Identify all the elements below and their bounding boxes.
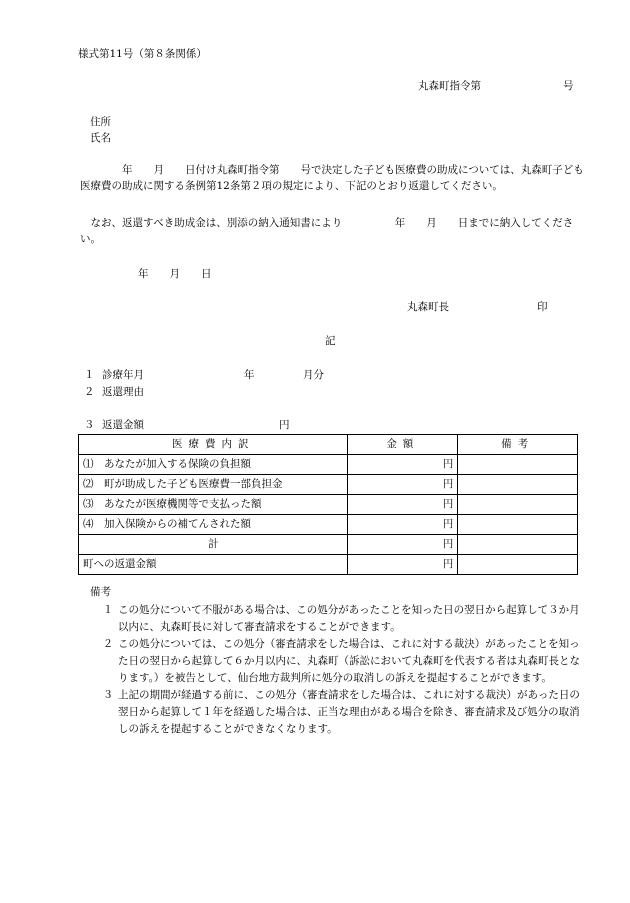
refund-amount: 円 xyxy=(348,555,458,575)
date-line: 年 月 日 xyxy=(138,268,212,280)
table-header-row xyxy=(79,435,578,455)
address-label: 住所 xyxy=(90,116,111,128)
note-number: ３ xyxy=(102,689,114,701)
item1-number: １ xyxy=(84,369,95,381)
row-amount: 円 xyxy=(348,475,458,495)
body-paragraph-2: なお、返還すべき助成金は、別添の納入通知書により 年 月 日までに納入してください。 xyxy=(80,217,574,245)
row-label: ⑶ あなたが医療機関等で支払った額 xyxy=(79,495,348,515)
total-label: 計 xyxy=(79,535,348,555)
item2-number: ２ xyxy=(84,386,95,398)
item1-year: 年 xyxy=(244,369,255,381)
total-amount: 円 xyxy=(348,535,458,555)
notes-section xyxy=(84,584,584,738)
note-text: 上記の期間が経過する前に、この処分（審査請求をした場合は、これに対する裁決）があった日の翌日から起算して１年を経過した場合は、正当な理由がある場合を除き、審査請求及び処分の取消しの訴えを提起することができなくなります。 xyxy=(118,689,580,735)
item2-label: 返還理由 xyxy=(102,386,144,398)
item1-month: 月分 xyxy=(303,369,324,381)
row-label: ⑴ あなたが加入する保険の負担額 xyxy=(79,455,348,475)
total-remarks xyxy=(458,535,578,555)
issuer-title: 丸森町長 xyxy=(407,301,449,313)
form-label: 様式第11号（第８条関係） xyxy=(78,48,207,60)
item3-label: 返還金額 xyxy=(102,419,144,431)
table-row xyxy=(79,475,578,495)
body-paragraph-1: 年 月 日付け丸森町指令第 号で決定した子ども医療費の助成については、丸森町子ども医療費の助成に関する条例第12条第２項の規定により、下記のとおり返還してください。 xyxy=(80,164,584,192)
row-amount: 円 xyxy=(348,455,458,475)
row-remarks xyxy=(458,495,578,515)
row-amount: 円 xyxy=(348,515,458,535)
doc-number-prefix: 丸森町指令第 xyxy=(418,80,481,92)
header-breakdown: 医療費内訳 xyxy=(79,435,348,455)
header-amount: 金額 xyxy=(348,435,458,455)
note-item xyxy=(84,687,584,738)
note-number: １ xyxy=(102,604,114,616)
note-text: この処分については、この処分（審査請求をした場合は、これに対する裁決）があったことを知った日の翌日から起算して６か月以内に、丸森町（訴訟において丸森町を代表する者は丸森町長となります。）を被告として、仙台地方裁判所に処分の取消しの訴えを提起することができます。 xyxy=(118,638,580,684)
row-label: ⑵ 町が助成した子ども医療費一部負担金 xyxy=(79,475,348,495)
doc-number-suffix: 号 xyxy=(563,80,574,92)
header-remarks: 備考 xyxy=(458,435,578,455)
table-row xyxy=(79,515,578,535)
row-remarks xyxy=(458,455,578,475)
table-row xyxy=(79,495,578,515)
refund-remarks xyxy=(458,555,578,575)
note-number: ２ xyxy=(102,638,114,650)
ki-heading: 記 xyxy=(325,335,336,347)
name-label: 氏名 xyxy=(90,132,111,144)
row-remarks xyxy=(458,515,578,535)
row-remarks xyxy=(458,475,578,495)
breakdown-table xyxy=(78,434,578,575)
item3-unit: 円 xyxy=(279,419,290,431)
note-text: この処分について不服がある場合は、この処分があったことを知った日の翌日から起算して３か月以内に、丸森町長に対して審査請求をすることができます。 xyxy=(118,604,580,633)
note-item xyxy=(84,602,584,636)
item1-label: 診療年月 xyxy=(102,369,144,381)
table-total-row xyxy=(79,535,578,555)
item3-number: ３ xyxy=(84,419,95,431)
notes-title: 備考 xyxy=(90,586,111,598)
refund-label: 町への返還金額 xyxy=(79,555,348,575)
row-amount: 円 xyxy=(348,495,458,515)
seal-mark: 印 xyxy=(537,301,548,313)
table-refund-row xyxy=(79,555,578,575)
note-item xyxy=(84,636,584,687)
row-label: ⑷ 加入保険からの補てんされた額 xyxy=(79,515,348,535)
table-row xyxy=(79,455,578,475)
